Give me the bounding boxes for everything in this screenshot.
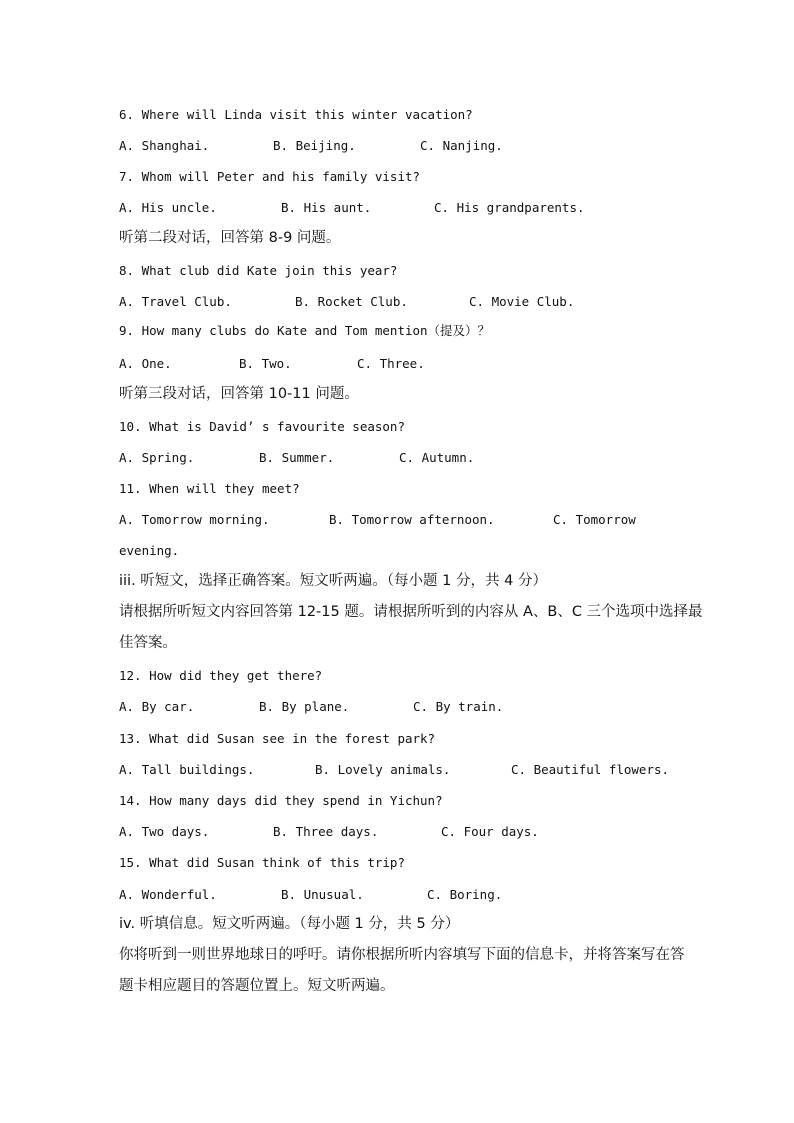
part-4-instruction-line-2: 题卡相应题目的答题位置上。短文听两遍。	[119, 978, 395, 994]
part-3-instruction-line-2: 佳答案。	[119, 635, 177, 651]
q14-option-b: B. Three days.	[273, 824, 379, 839]
question-8: 8. What club did Kate join this year?	[119, 263, 398, 278]
part-3-instruction-line-1: 请根据所听短文内容回答第 12-15 题。请根据所听到的内容从 A、B、C 三个选项中选择最	[119, 604, 703, 620]
question-11: 11. When will they meet?	[119, 481, 300, 496]
q7-option-b: B. His aunt.	[281, 200, 372, 215]
q11-option-c-continued: evening.	[119, 543, 180, 558]
q6-option-c: C. Nanjing.	[420, 138, 503, 153]
q15-option-b: B. Unusual.	[281, 887, 364, 902]
q12-option-a: A. By car.	[119, 699, 195, 714]
q10-option-a: A. Spring.	[119, 450, 195, 465]
q12-option-b: B. By plane.	[259, 699, 350, 714]
question-7: 7. Whom will Peter and his family visit?	[119, 169, 421, 184]
q13-option-c: C. Beautiful flowers.	[511, 762, 670, 777]
q15-option-a: A. Wonderful.	[119, 887, 217, 902]
q7-option-c: C. His grandparents.	[434, 200, 585, 215]
q7-option-a: A. His uncle.	[119, 200, 217, 215]
q10-option-b: B. Summer.	[259, 450, 335, 465]
q11-option-a: A. Tomorrow morning.	[119, 512, 270, 527]
q14-option-a: A. Two days.	[119, 824, 210, 839]
q8-option-a: A. Travel Club.	[119, 294, 232, 309]
question-15: 15. What did Susan think of this trip?	[119, 855, 405, 870]
q9-option-b: B. Two.	[239, 356, 292, 371]
q11-option-c: C. Tomorrow	[553, 512, 636, 527]
question-9: 9. How many clubs do Kate and Tom mention（提及）？	[119, 323, 491, 338]
part-3-header: iii. 听短文，选择正确答案。短文听两遍。（每小题 1 分，共 4 分）	[119, 573, 547, 589]
q12-option-c: C. By train.	[413, 699, 504, 714]
question-12: 12. How did they get there?	[119, 668, 323, 683]
question-10: 10. What is David’ s favourite season?	[119, 419, 405, 434]
q14-option-c: C. Four days.	[441, 824, 539, 839]
q8-option-b: B. Rocket Club.	[295, 294, 408, 309]
q11-option-b: B. Tomorrow afternoon.	[329, 512, 495, 527]
section-3-header: 听第三段对话，回答第 10-11 问题。	[119, 386, 359, 402]
q13-option-a: A. Tall buildings.	[119, 762, 255, 777]
question-14: 14. How many days did they spend in Yichun?	[119, 793, 443, 808]
q9-option-c: C. Three.	[357, 356, 425, 371]
section-2-header: 听第二段对话，回答第 8-9 问题。	[119, 230, 341, 246]
question-13: 13. What did Susan see in the forest park?	[119, 731, 436, 746]
q9-option-a: A. One.	[119, 356, 172, 371]
q15-option-c: C. Boring.	[427, 887, 503, 902]
q8-option-c: C. Movie Club.	[469, 294, 575, 309]
part-4-instruction-line-1: 你将听到一则世界地球日的呼吁。请你根据所听内容填写下面的信息卡，并将答案写在答	[119, 947, 685, 963]
q13-option-b: B. Lovely animals.	[315, 762, 451, 777]
q6-option-b: B. Beijing.	[273, 138, 356, 153]
part-4-header: iv. 听填信息。短文听两遍。（每小题 1 分，共 5 分）	[119, 916, 460, 932]
q10-option-c: C. Autumn.	[399, 450, 475, 465]
question-6: 6. Where will Linda visit this winter vacation?	[119, 107, 473, 122]
q6-option-a: A. Shanghai.	[119, 138, 210, 153]
